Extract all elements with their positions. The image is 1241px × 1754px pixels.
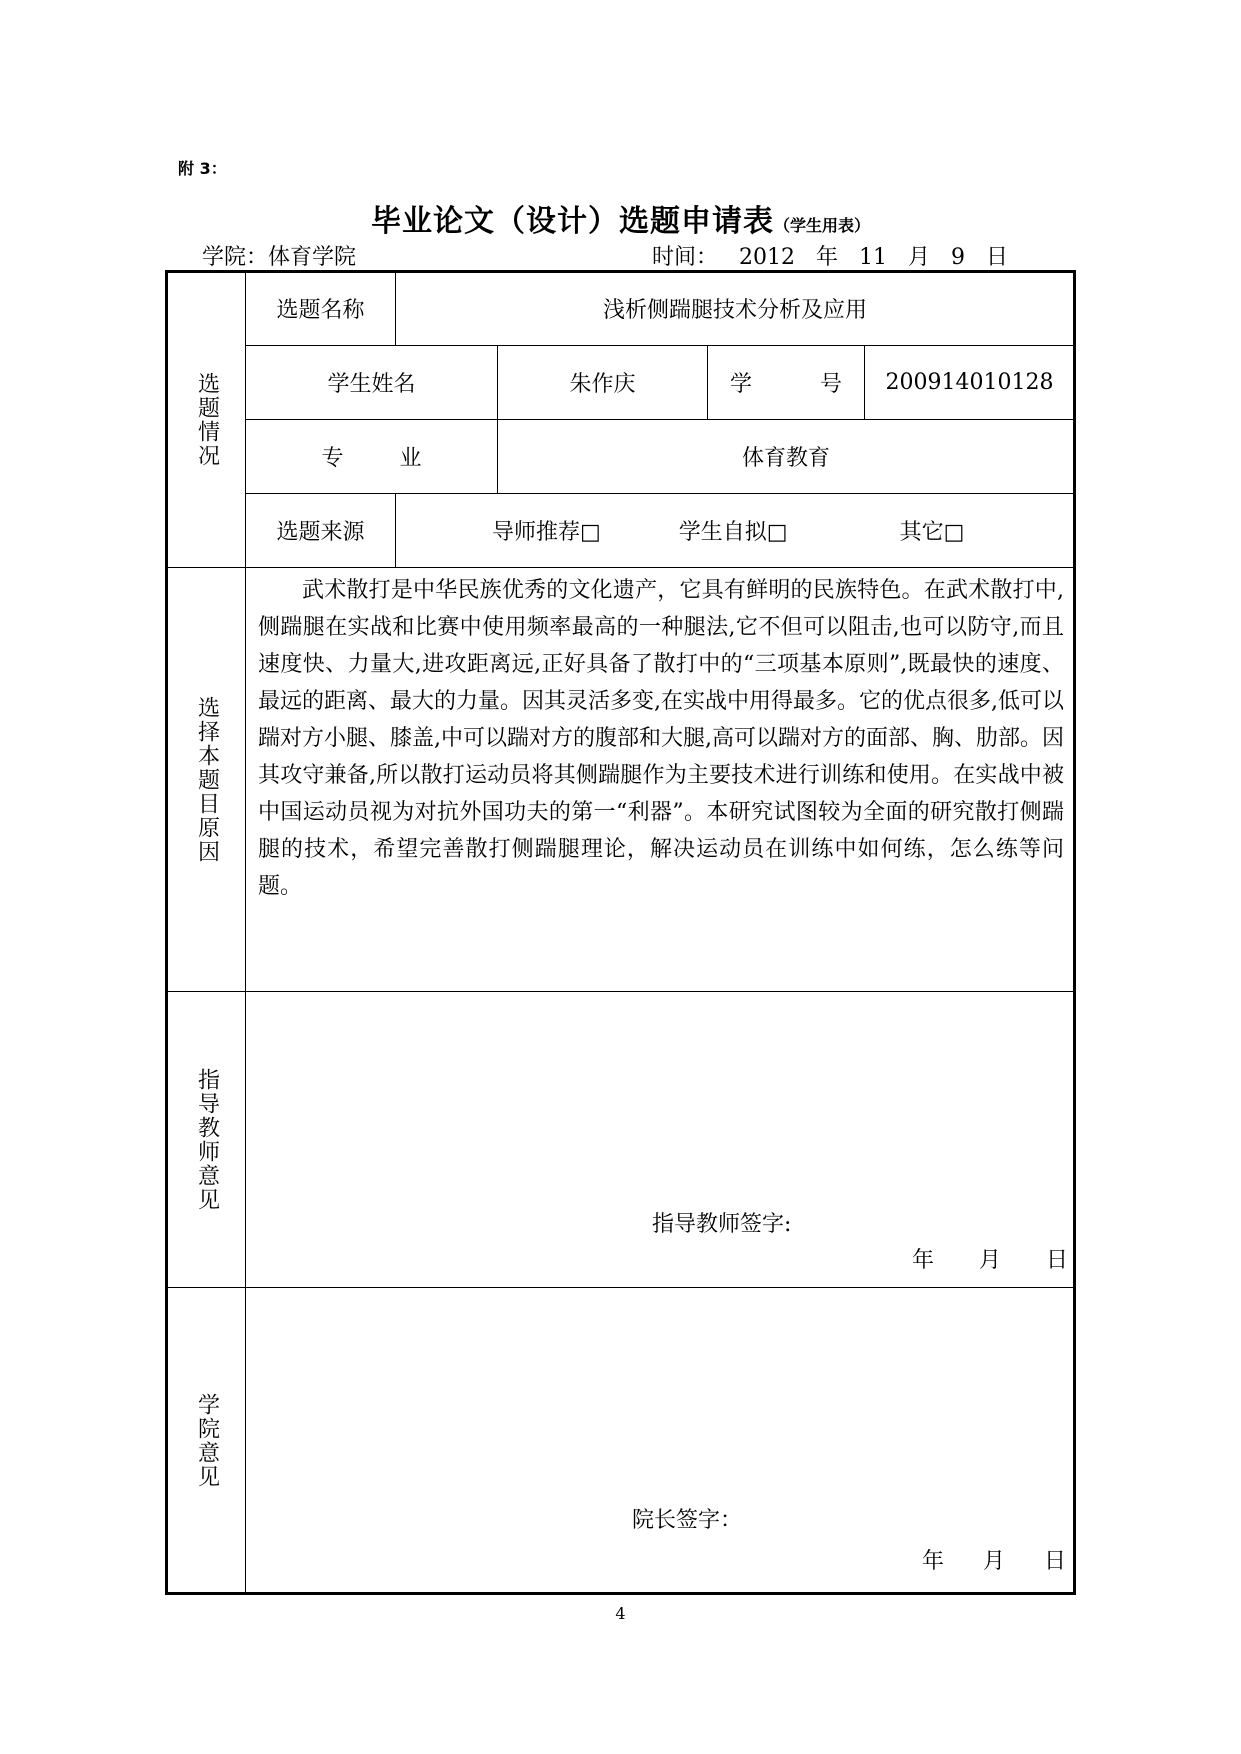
source-label: 选题来源 xyxy=(276,520,365,545)
section-label-college xyxy=(168,1288,245,1593)
section-divider xyxy=(167,991,1074,992)
section-label-advisor-text: 指导教师意见 xyxy=(194,1067,220,1212)
date-day: 9 xyxy=(951,245,966,270)
reason-text: 武术散打是中华民族优秀的文化遗产，它具有鲜明的民族特色。在武术散打中,侧踹腿在实战和比赛中使用频率最高的一种腿法,它不但可以阻击,也可以防守,而且速度快、力量大,进攻距离远,正好具备了散打中的“三项基本原则”,既最快的速度、最远的距离、最大的力量。因其灵活多变,在实战中用得最多。它的优点很多,低可以踹对方小腿、膝盖,中可以踹对方的腹部和大腿,高可以踹对方的面部、胸、肋部。因其攻守兼备,所以散打运动员将其侧踹腿作为主要技术进行训练和使用。在实战中被中国运动员视为对抗外国功夫的第一“利器”。本研究试图较为全面的研究散打侧踹腿的技术，希望完善散打侧踹腿理论，解决运动员在训练中如何练，怎么练等问题。 xyxy=(258,578,1064,899)
section-label-reason xyxy=(168,568,245,991)
major-label-1: 专 xyxy=(321,446,344,471)
dean-sign-label: 院长签字： xyxy=(632,1508,743,1533)
section-divider xyxy=(167,567,1074,568)
time-label: 时间： xyxy=(652,245,719,270)
advisor-sign-label: 指导教师签字: xyxy=(652,1212,792,1237)
college-line xyxy=(202,240,356,271)
student-name-label: 学生姓名 xyxy=(327,372,416,397)
advisor-date xyxy=(912,1243,1068,1274)
section-label-college-text: 学院意见 xyxy=(194,1392,220,1489)
advisor-date-month: 月 xyxy=(979,1248,1002,1273)
date-year: 2012 xyxy=(739,245,796,270)
student-id-label-2: 号 xyxy=(819,372,842,397)
section-label-topic xyxy=(168,272,245,567)
date-month-unit: 月 xyxy=(908,245,931,270)
college-value: 体育学院 xyxy=(268,245,357,270)
date-month: 11 xyxy=(859,245,888,270)
form-title xyxy=(0,196,1241,240)
page-number: 4 xyxy=(615,1604,626,1623)
source-options xyxy=(396,494,1074,567)
major-label-2: 业 xyxy=(399,446,422,471)
dean-date-year: 年 xyxy=(922,1549,945,1574)
date-line xyxy=(652,240,1022,271)
advisor-date-year: 年 xyxy=(912,1248,935,1273)
source-option-other[interactable]: 其它□ xyxy=(899,520,965,545)
section-divider xyxy=(167,1287,1074,1288)
source-option-advisor[interactable]: 导师推荐□ xyxy=(492,520,601,545)
dean-date-month: 月 xyxy=(983,1549,1006,1574)
date-day-unit: 日 xyxy=(986,245,1009,270)
student-id-value: 200914010128 xyxy=(885,370,1054,395)
student-name-value: 朱作庆 xyxy=(569,372,636,397)
major-value: 体育教育 xyxy=(741,446,830,471)
section-label-advisor xyxy=(168,992,245,1287)
topic-name-label: 选题名称 xyxy=(276,298,365,323)
form-title-note: （学生用表） xyxy=(773,216,870,235)
advisor-date-day: 日 xyxy=(1046,1248,1069,1273)
date-year-unit: 年 xyxy=(816,245,839,270)
dean-date-day: 日 xyxy=(1044,1549,1067,1574)
student-id-label xyxy=(708,346,864,419)
appendix-label: 附 3： xyxy=(178,159,227,178)
major-label xyxy=(246,420,497,493)
form-title-main: 毕业论文（设计）选题申请表 xyxy=(370,204,774,239)
section-label-topic-text: 选题情况 xyxy=(194,371,220,468)
college-label: 学院： xyxy=(202,245,269,270)
section-label-reason-text: 选择本题目原因 xyxy=(194,695,220,864)
source-option-self[interactable]: 学生自拟□ xyxy=(678,520,788,545)
student-id-label-1: 学 xyxy=(730,372,753,397)
dean-date xyxy=(922,1544,1066,1575)
topic-name-value: 浅析侧踹腿技术分析及应用 xyxy=(602,298,867,323)
